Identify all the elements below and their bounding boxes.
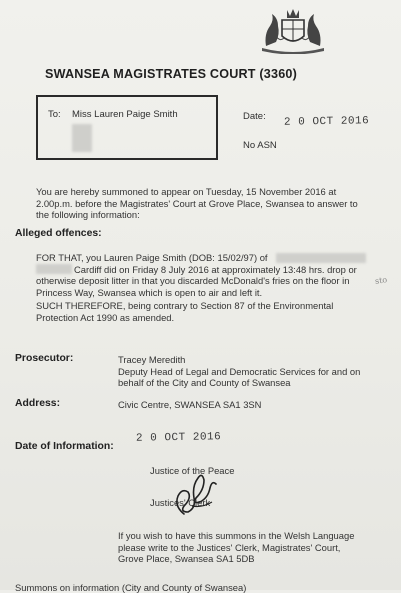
offences-heading: Alleged offences: [15, 228, 102, 239]
prosecutor-details [118, 354, 368, 389]
address-label: Address: [15, 398, 61, 409]
redacted-address-line [36, 264, 72, 274]
asn-text: No ASN [243, 140, 277, 151]
redacted-address-block [72, 124, 92, 152]
address-value: Civic Centre, SWANSEA SA1 3SN [118, 399, 262, 410]
prosecutor-line: behalf of the City and County of Swansea [118, 377, 291, 388]
welsh-line: please write to the Justices' Clerk, Magistrates' Court, [118, 541, 341, 553]
court-title: SWANSEA MAGISTRATES COURT (3360) [45, 67, 298, 81]
offence-line: Cardiff did on Friday 8 July 2016 at approximately 13:48 hrs. drop or [74, 263, 357, 275]
summons-line: 2.00p.m. before the Magistrates' Court at Grove Place, Swansea to answer to [36, 197, 358, 209]
date-of-information-stamp: 2 0 OCT 2016 [135, 431, 222, 445]
contrary-line: Protection Act 1990 as amended. [36, 311, 175, 323]
recipient-name: Miss Lauren Paige Smith [72, 109, 178, 120]
date-label: Date: [243, 111, 266, 122]
offence-line: FOR THAT, you Lauren Paige Smith (DOB: 15/02/97) of [36, 252, 268, 263]
royal-coat-of-arms-icon [256, 6, 330, 54]
signature [162, 462, 222, 520]
offence-line: Princess Way, Swansea which is open to air and left it. [36, 286, 263, 298]
handwritten-note: sto [374, 275, 388, 286]
justices-clerk-text: Justices' Clerk [150, 497, 211, 508]
prosecutor-line: Tracey Meredith [118, 354, 186, 365]
justice-of-peace-text: Justice of the Peace [150, 465, 235, 476]
redacted-address-line [276, 253, 366, 263]
contrary-line: SUCH THEREFORE, being contrary to Section 87 of the Environmental [36, 300, 334, 311]
date-of-information-label: Date of Information: [15, 441, 114, 452]
welsh-language-notice [118, 530, 368, 565]
summons-line: You are hereby summoned to appear on Tuesday, 15 November 2016 at [36, 186, 337, 197]
welsh-line: If you wish to have this summons in the Welsh Language [118, 530, 355, 541]
offence-line: otherwise deposit litter in that you discarded McDonald's fries on the floor in [36, 275, 350, 286]
contrary-paragraph [36, 300, 366, 323]
recipient-address-box [36, 95, 218, 160]
footer-text: Summons on information (City and County of Swansea) [15, 582, 247, 593]
prosecutor-label: Prosecutor: [15, 353, 74, 364]
summons-paragraph [36, 186, 364, 221]
summons-line: the following information: [36, 209, 140, 220]
date-stamp: 2 0 OCT 2016 [283, 115, 370, 129]
to-label: To: [48, 109, 61, 120]
welsh-line: Grove Place, Swansea SA1 5DB [118, 553, 255, 564]
prosecutor-line: Deputy Head of Legal and Democratic Services for and on [118, 365, 361, 377]
